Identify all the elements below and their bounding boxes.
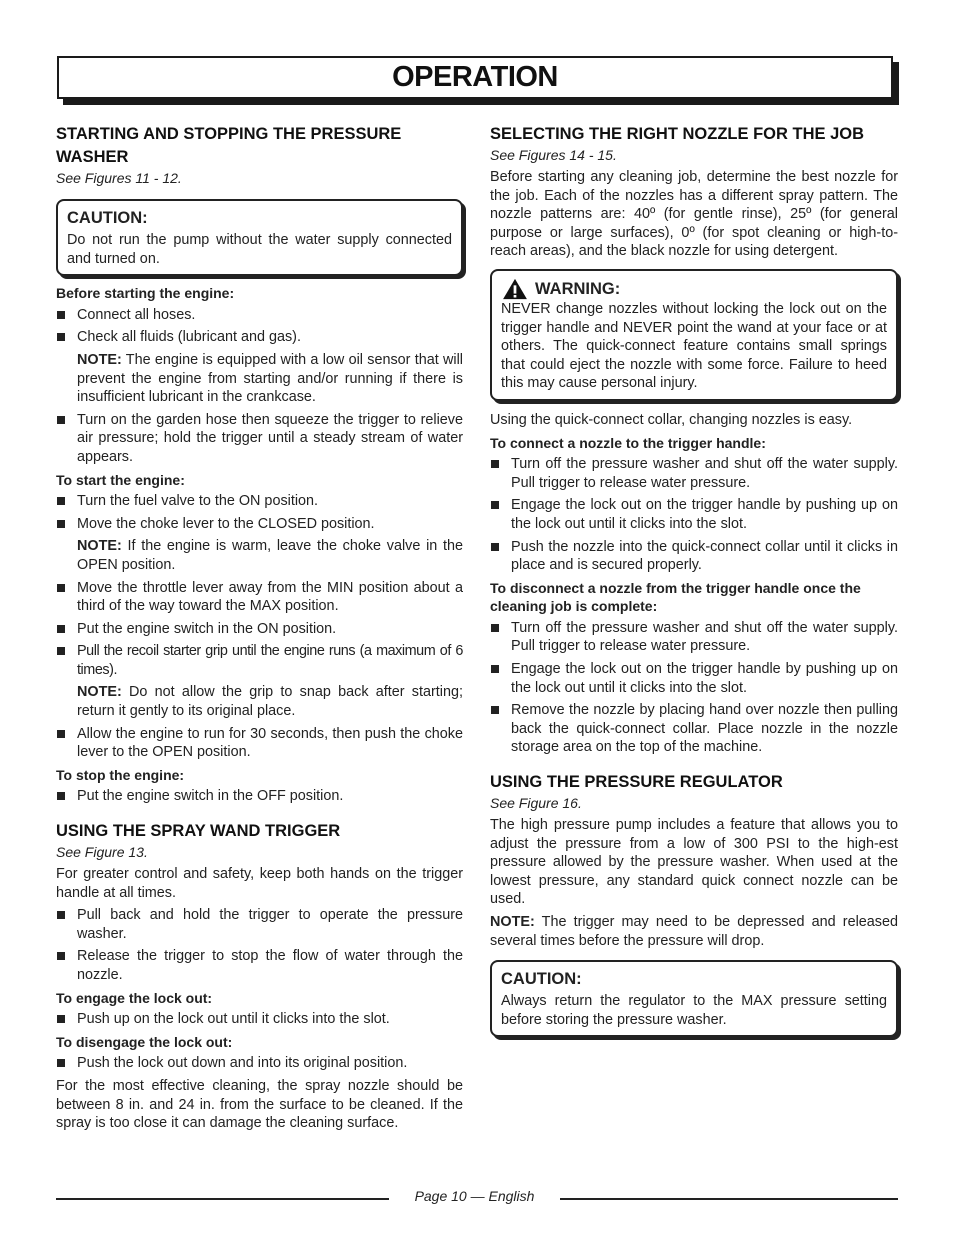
note-choke: [56, 537, 463, 574]
list-item: Turn on the garden hose then squeeze the trigger to relieve air pressure; hold the trigger until a steady stream of water appears.: [56, 411, 463, 467]
list-item: Move the choke lever to the CLOSED position.: [56, 515, 463, 534]
list-item: Allow the engine to run for 30 seconds, then push the choke lever to the OPEN position.: [56, 725, 463, 762]
note-label: NOTE:: [77, 684, 122, 701]
page-title: OPERATION: [392, 61, 558, 93]
list-item: Check all fluids (lubricant and gas).: [56, 328, 463, 347]
list-item: Push the nozzle into the quick-connect collar until it clicks in place and is secured properly.: [490, 538, 898, 575]
note-text: If the engine is warm, leave the choke valve in the OPEN position.: [77, 538, 463, 573]
note-text: The engine is equipped with a low oil sensor that will prevent the engine from starting and/or running if there is insufficient lubricant in the crankcase.: [77, 351, 463, 406]
figure-reference: See Figure 16.: [490, 795, 582, 812]
list-item: Push up on the lock out until it clicks into the slot.: [56, 1010, 463, 1029]
warning-text: NEVER change nozzles without locking the lock out on the trigger handle and NEVER point the wand at your face or at others. The quick-connect feature contains small springs that could eject the nozzle with some force. Failure to heed this may cause personal injury.: [501, 300, 887, 392]
subheading-before-starting: Before starting the engine:: [56, 285, 235, 302]
section-heading-spray-wand: USING THE SPRAY WAND TRIGGER: [56, 822, 341, 841]
note-text: The trigger may need to be depressed and released several times before the pressure will drop.: [490, 914, 898, 949]
caution-box-body: [56, 199, 463, 276]
figure-reference: See Figures 14 - 15.: [490, 147, 617, 163]
list-item: Connect all hoses.: [56, 306, 463, 325]
list-item: Put the engine switch in the OFF position.: [56, 787, 463, 806]
caution-text: Always return the regulator to the MAX pressure setting before storing the pressure washer.: [501, 993, 887, 1028]
start-engine-list-cont: [56, 579, 463, 680]
list-item: Turn the fuel valve to the ON position.: [56, 492, 463, 511]
warning-triangle-icon: [501, 278, 529, 300]
subheading-disengage-lockout: To disengage the lock out:: [56, 1033, 233, 1050]
list-item: Engage the lock out on the trigger handle by pushing up on the lock out until it clicks into the slot.: [490, 660, 898, 697]
warning-box: [490, 269, 898, 401]
subheading-start-engine: To start the engine:: [56, 471, 185, 488]
collar-text: Using the quick-connect collar, changing nozzles is easy.: [490, 411, 853, 428]
spray-intro: For greater control and safety, keep both hands on the trigger handle at all times.: [56, 866, 463, 901]
disconnect-list: [490, 619, 898, 757]
regulator-note: [490, 913, 898, 950]
disengage-list: [56, 1054, 463, 1073]
list-item: Push the lock out down and into its original position.: [56, 1054, 463, 1073]
caution-box-regulator: [490, 960, 898, 1037]
list-item: Pull back and hold the trigger to operate the pressure washer.: [56, 906, 463, 943]
warning-title: WARNING:: [535, 279, 621, 298]
note-label: NOTE:: [77, 538, 122, 555]
subheading-engage-lockout: To engage the lock out:: [56, 989, 213, 1006]
list-item: Put the engine switch in the ON position.: [56, 620, 463, 639]
spray-closing: For the most effective cleaning, the spray nozzle should be between 8 in. and 24 in. from the surface to be cleaned. If the spray is too close it can damage the cleaning surface.: [56, 1077, 463, 1132]
caution-title: CAUTION:: [501, 970, 582, 989]
subheading-disconnect-nozzle: To disconnect a nozzle from the trigger handle once the cleaning job is complete:: [490, 579, 861, 615]
spacer: [56, 810, 463, 820]
regulator-intro: The high pressure pump includes a feature that allows you to adjust the pressure from a low of 300 PSI to the high-est pressure allowed by the pressure washer. When used at the lowest pressure, any standard quick connect nozzle can be used.: [490, 817, 898, 908]
figure-reference: See Figure 13.: [56, 844, 148, 861]
before-starting-list: [56, 306, 463, 347]
page-title-banner: [57, 56, 893, 99]
note-label: NOTE:: [490, 914, 535, 930]
note-oil-sensor: [56, 351, 463, 407]
stop-engine-list: [56, 787, 463, 806]
caution-box-body: [490, 960, 898, 1037]
nozzle-intro: Before starting any cleaning job, determine the best nozzle for the job. Each of the nozzles has a different spray pattern. The nozzle patterns are: 40º (for gentle rinse), 25º (for general purpose or large surfaces), 0º (for spot cleaning or high-to-reach areas), and the black nozzle for using detergent.: [490, 169, 898, 260]
page-footer: [56, 1187, 898, 1207]
note-label: NOTE:: [77, 351, 122, 368]
footer-rule-right: [560, 1198, 898, 1200]
caution-box: [56, 199, 463, 276]
list-item: Turn off the pressure washer and shut off the water supply. Pull trigger to release water pressure.: [490, 455, 898, 492]
right-column: [490, 123, 898, 1043]
list-item: Release the trigger to stop the flow of water through the nozzle.: [56, 947, 463, 984]
connect-list: [490, 455, 898, 575]
left-column: [56, 123, 463, 1137]
caution-text: Do not run the pump without the water supply connected and turned on.: [67, 232, 452, 267]
section-heading-regulator: USING THE PRESSURE REGULATOR: [490, 773, 783, 792]
list-item: Move the throttle lever away from the MIN position about a third of the way toward the MAX position.: [56, 579, 463, 616]
warning-header: [501, 278, 887, 300]
subheading-stop-engine: To stop the engine:: [56, 766, 185, 783]
warning-box-body: [490, 269, 898, 401]
list-item: Pull the recoil starter grip until the engine runs (a maximum of 6 times).: [56, 642, 463, 679]
list-item: Remove the nozzle by placing hand over nozzle then pulling back the quick-connect collar. Place nozzle in the nozzle storage area on the top of the machine.: [490, 701, 898, 757]
note-text: Do not allow the grip to snap back after starting; return it gently to its original place.: [77, 684, 463, 720]
section-heading-nozzle: SELECTING THE RIGHT NOZZLE FOR THE JOB: [490, 125, 865, 143]
before-starting-list-cont: [56, 411, 463, 467]
figure-reference: See Figures 11 - 12.: [56, 170, 182, 186]
start-engine-list: [56, 492, 463, 533]
title-box: [57, 56, 893, 99]
section-heading-start-stop: STARTING AND STOPPING THE PRESSURE WASHER: [56, 125, 402, 166]
start-engine-list-end: [56, 725, 463, 762]
footer-page-number: Page 10 — English: [414, 1188, 535, 1204]
subheading-connect-nozzle: To connect a nozzle to the trigger handle:: [490, 434, 766, 451]
spacer: [490, 761, 898, 771]
list-item: Engage the lock out on the trigger handle by pushing up on the lock out until it clicks into the slot.: [490, 496, 898, 533]
spray-list: [56, 906, 463, 984]
list-item: Turn off the pressure washer and shut off the water supply. Pull trigger to release water pressure.: [490, 619, 898, 656]
caution-title: CAUTION:: [67, 209, 148, 227]
engage-list: [56, 1010, 463, 1029]
footer-rule-left: [56, 1198, 389, 1200]
note-grip: [56, 683, 463, 720]
